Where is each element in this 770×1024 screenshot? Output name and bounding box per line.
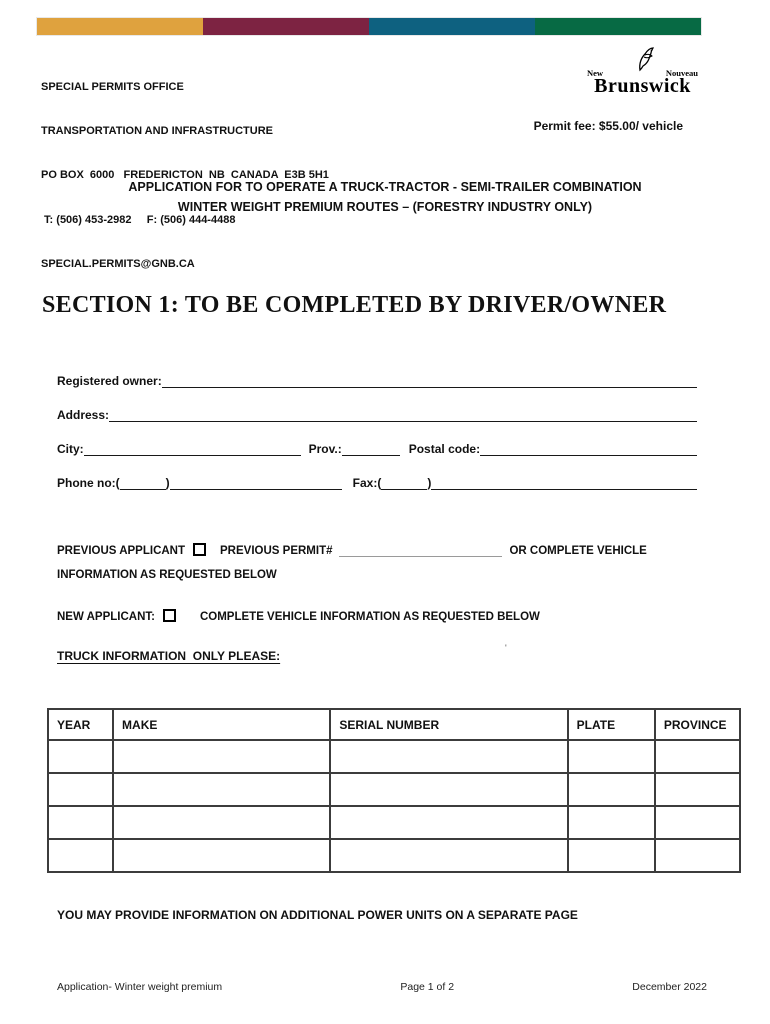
section-1-heading: SECTION 1: TO BE COMPLETED BY DRIVER/OWNER <box>42 292 667 318</box>
prov-field[interactable] <box>342 443 400 456</box>
table-row <box>48 806 740 839</box>
new-applicant-label: NEW APPLICANT: <box>57 611 155 623</box>
address-field[interactable] <box>109 409 697 422</box>
office-name: SPECIAL PERMITS OFFICE <box>41 80 184 93</box>
registered-owner-row <box>57 374 697 388</box>
address-label: Address: <box>57 408 110 422</box>
make-cell[interactable] <box>113 839 330 872</box>
information-below-label: INFORMATION AS REQUESTED BELOW <box>57 569 277 581</box>
phone-area-field[interactable] <box>120 477 166 490</box>
plate-column-header: PLATE <box>568 709 655 740</box>
previous-permit-field[interactable] <box>339 545 502 557</box>
postal-code-field[interactable] <box>480 443 697 456</box>
prov-label: Prov.: <box>308 442 342 456</box>
plate-cell[interactable] <box>568 773 655 806</box>
previous-applicant-checkbox[interactable] <box>193 543 206 556</box>
year-cell[interactable] <box>48 839 113 872</box>
additional-units-note: YOU MAY PROVIDE INFORMATION ON ADDITIONAL POWER UNITS ON A SEPARATE PAGE <box>57 908 578 922</box>
make-cell[interactable] <box>113 773 330 806</box>
serial-number-cell[interactable] <box>330 806 567 839</box>
new-complete-vehicle-label: COMPLETE VEHICLE INFORMATION AS REQUESTED BELOW <box>199 611 540 623</box>
footer-date: December 2022 <box>632 981 707 993</box>
owner-info-fields <box>57 374 697 490</box>
stray-mark: ' <box>505 643 507 653</box>
logo-brunswick-wordmark: Brunswick <box>594 75 691 97</box>
previous-permit-label: PREVIOUS PERMIT# <box>220 545 333 557</box>
phone-field[interactable] <box>170 477 342 490</box>
make-cell[interactable] <box>113 740 330 773</box>
province-cell[interactable] <box>655 773 740 806</box>
table-row <box>48 773 740 806</box>
address-row <box>57 408 697 422</box>
office-address-block <box>41 50 329 302</box>
footer-document-name: Application- Winter weight premium <box>57 981 223 993</box>
previous-applicant-label: PREVIOUS APPLICANT <box>57 545 186 557</box>
province-cell[interactable] <box>655 839 740 872</box>
truck-information-heading: TRUCK INFORMATION ONLY PLEASE: <box>57 649 281 663</box>
year-cell[interactable] <box>48 806 113 839</box>
serial-number-cell[interactable] <box>330 773 567 806</box>
phone-label: Phone no:( <box>57 476 120 490</box>
phone-close-paren: ) <box>165 476 170 490</box>
brand-color-bar <box>37 18 701 35</box>
serial-number-cell[interactable] <box>330 740 567 773</box>
serial-number-cell[interactable] <box>330 839 567 872</box>
city-prov-postal-row <box>57 442 697 456</box>
title-line-1: APPLICATION FOR TO OPERATE A TRUCK-TRACTOR - SEMI-TRAILER COMBINATION <box>128 180 642 194</box>
city-label: City: <box>57 442 84 456</box>
plate-cell[interactable] <box>568 740 655 773</box>
registered-owner-label: Registered owner: <box>57 374 162 388</box>
province-column-header: PROVINCE <box>655 709 740 740</box>
page-footer <box>57 981 707 993</box>
year-column-header: YEAR <box>48 709 113 740</box>
phone-fax-line: T: (506) 453-2982 F: (506) 444-4488 <box>41 213 236 226</box>
make-cell[interactable] <box>113 806 330 839</box>
bar-segment-green <box>535 18 701 35</box>
registered-owner-field[interactable] <box>162 375 697 388</box>
department-name: TRANSPORTATION AND INFRASTRUCTURE <box>41 124 274 137</box>
or-complete-vehicle-label: OR COMPLETE VEHICLE <box>509 545 647 557</box>
table-row <box>48 839 740 872</box>
permit-fee-text: Permit fee: $55.00/ vehicle <box>533 119 683 133</box>
previous-applicant-row <box>57 542 697 557</box>
fax-area-field[interactable] <box>381 477 427 490</box>
phone-fax-row <box>57 476 697 490</box>
logo-nouveau-label: Nouveau <box>665 68 698 78</box>
year-cell[interactable] <box>48 740 113 773</box>
bar-segment-gold <box>37 18 203 35</box>
bar-segment-maroon <box>203 18 369 35</box>
plate-cell[interactable] <box>568 806 655 839</box>
year-cell[interactable] <box>48 773 113 806</box>
table-header-row <box>48 709 740 740</box>
fax-close-paren: ) <box>427 476 432 490</box>
fax-field[interactable] <box>431 477 697 490</box>
email-line: SPECIAL.PERMITS@GNB.CA <box>41 258 195 271</box>
plate-cell[interactable] <box>568 839 655 872</box>
new-brunswick-logo <box>585 46 700 98</box>
application-title <box>0 177 770 217</box>
make-column-header: MAKE <box>113 709 330 740</box>
bar-segment-teal <box>369 18 535 35</box>
fax-label: Fax:( <box>352 476 382 490</box>
table-row <box>48 740 740 773</box>
truck-information-table <box>47 708 741 873</box>
postal-code-label: Postal code: <box>408 442 481 456</box>
applicant-type-section <box>57 542 697 663</box>
new-applicant-checkbox[interactable] <box>163 609 176 622</box>
city-field[interactable] <box>84 443 301 456</box>
province-cell[interactable] <box>655 806 740 839</box>
footer-page-number: Page 1 of 2 <box>400 981 455 993</box>
title-line-2: WINTER WEIGHT PREMIUM ROUTES – (FORESTRY INDUSTRY ONLY) <box>177 200 593 214</box>
logo-new-label: New <box>587 68 604 78</box>
province-cell[interactable] <box>655 740 740 773</box>
mailing-address: PO BOX 6000 FREDERICTON NB CANADA E3B 5H1 <box>41 169 329 182</box>
serial-number-column-header: SERIAL NUMBER <box>330 709 567 740</box>
new-applicant-row <box>57 608 697 623</box>
